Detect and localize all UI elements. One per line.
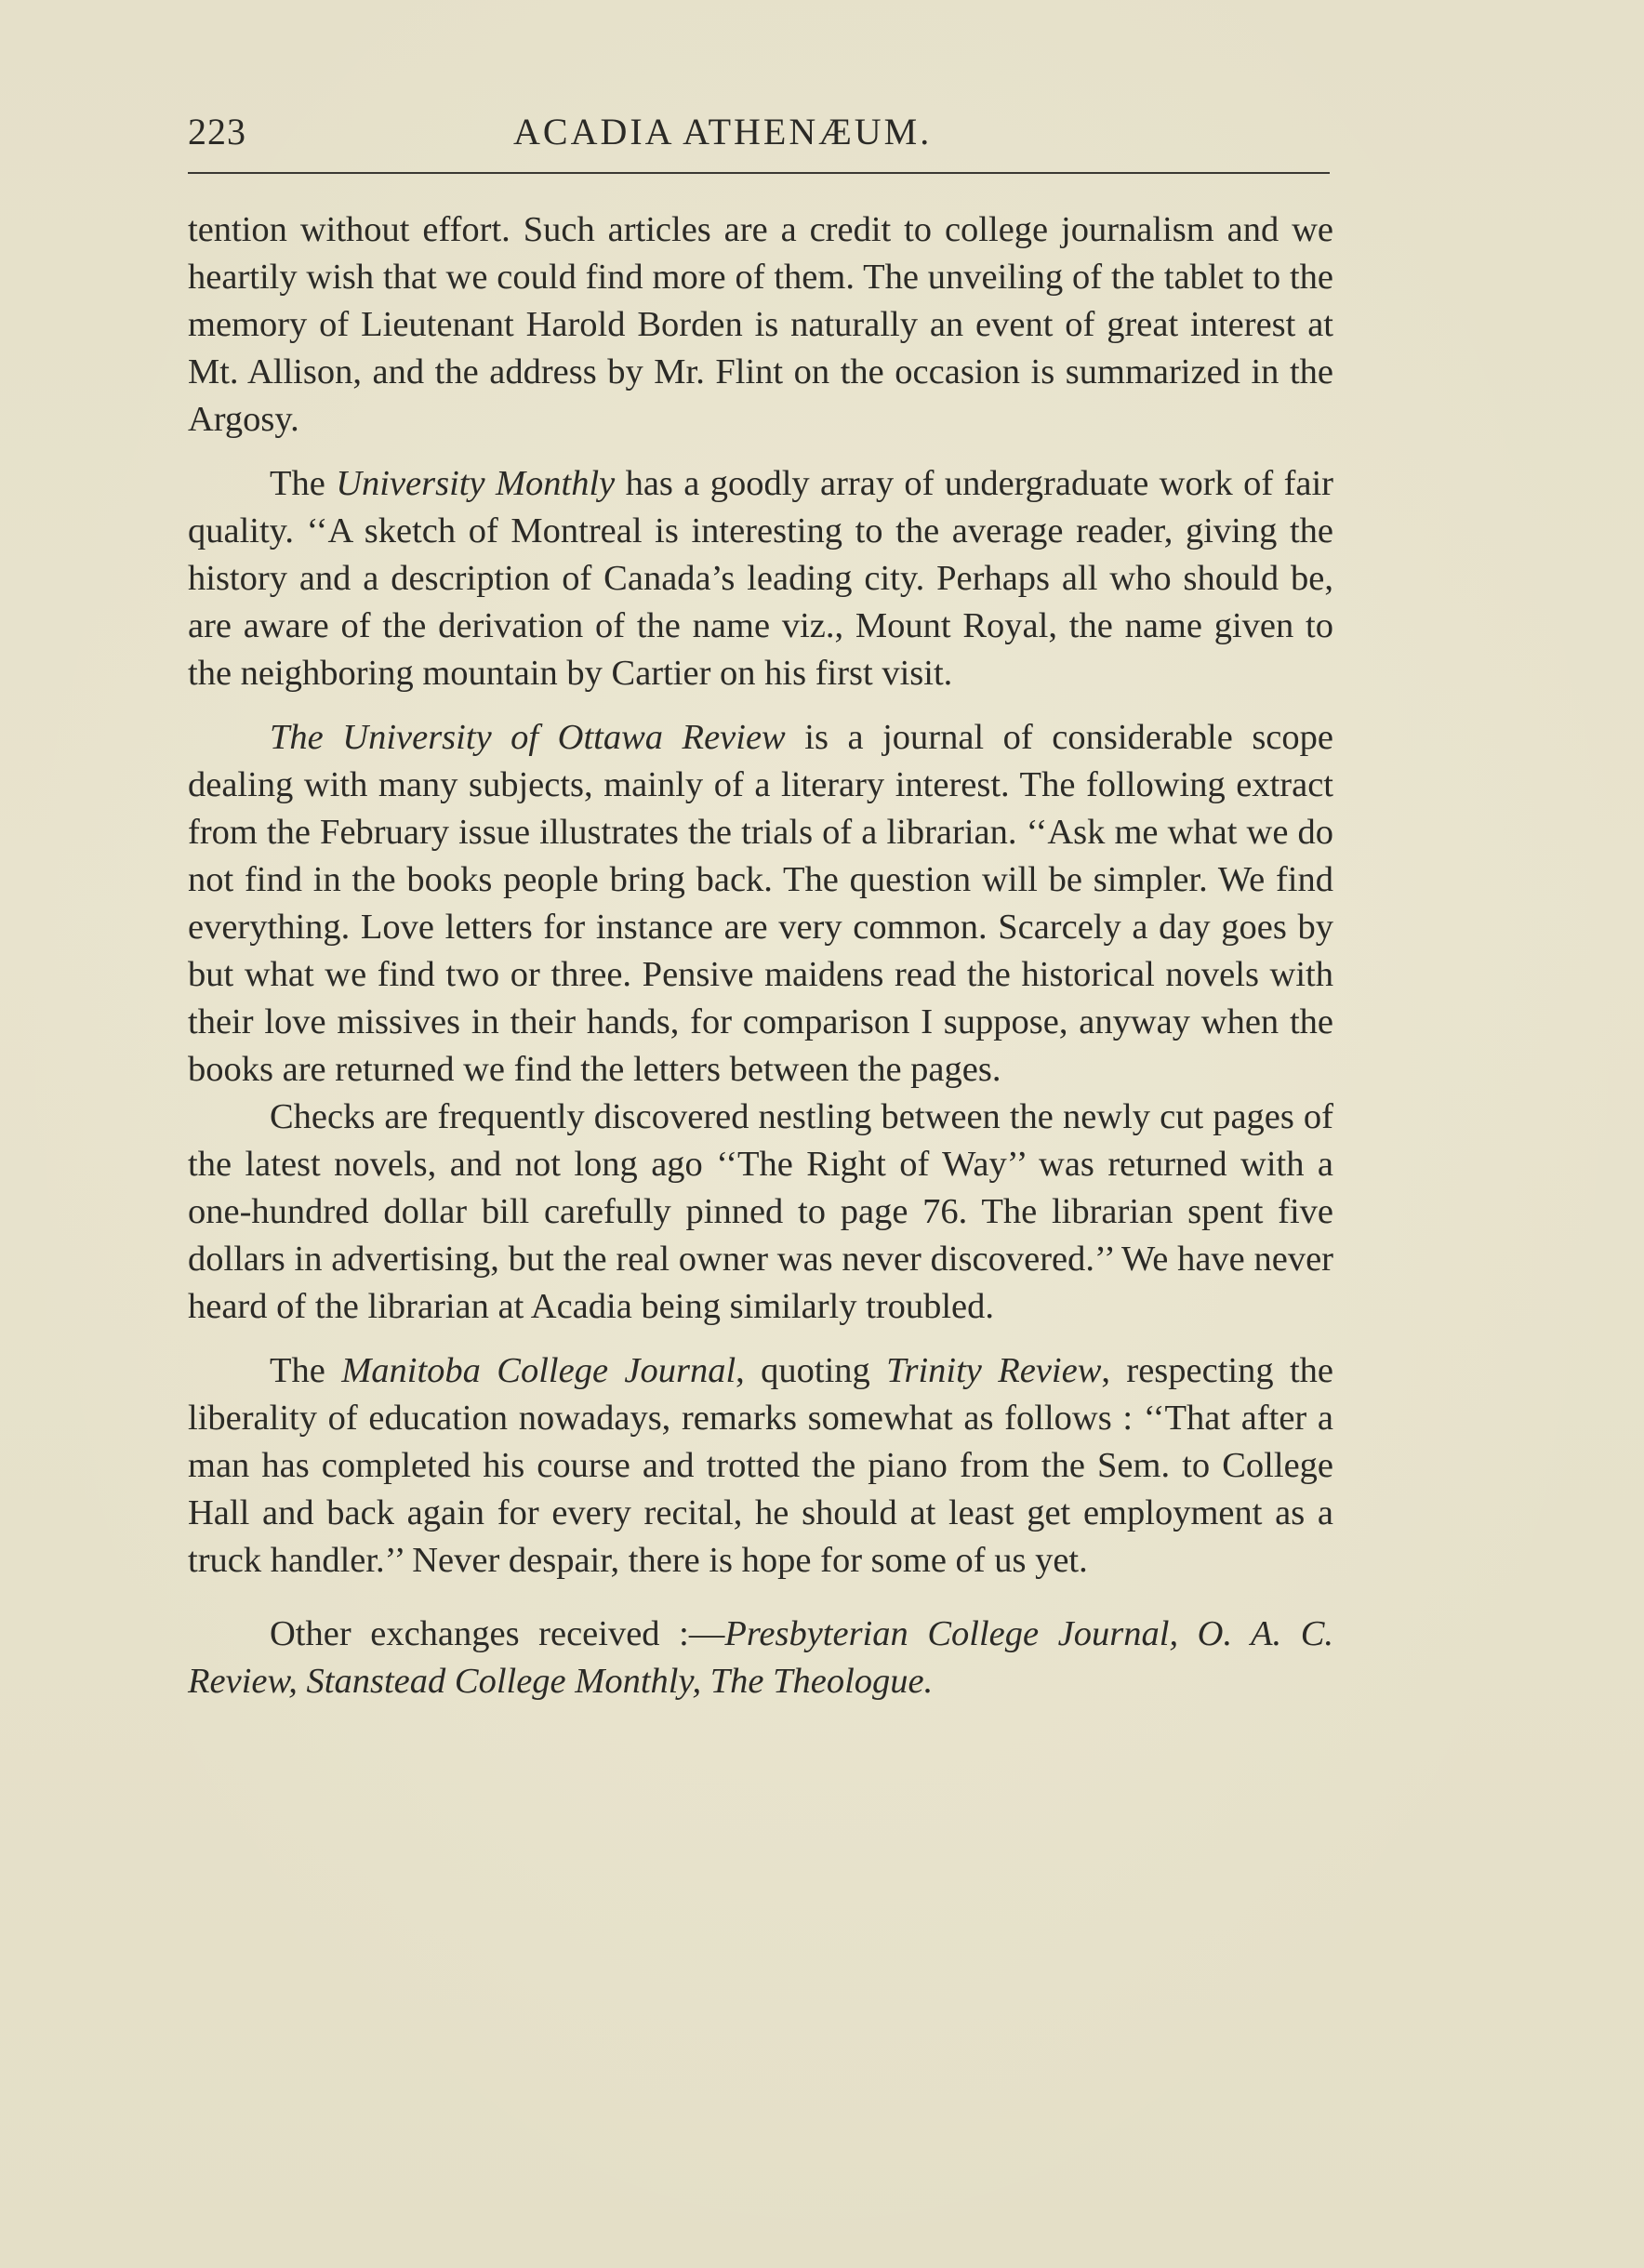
paragraph-text: has a goodly array of undergraduate work of fair quality. ‘‘A sketch of Montreal is interesting to the average reader, giving the history and a description of Canada’s leading city. Perhaps all who should be, are aware of the derivation of the name viz., Mount Royal, the name given to the neighboring mountain by Cartier on his first visit. bbox=[188, 464, 1333, 693]
header-rule bbox=[188, 172, 1330, 174]
journal-title: University Monthly bbox=[336, 464, 616, 503]
page-number: 223 bbox=[188, 111, 246, 153]
paragraph-argosy bbox=[188, 206, 1333, 444]
paragraph-other-exchanges bbox=[188, 1611, 1333, 1705]
paragraph-ottawa-review bbox=[188, 714, 1333, 1094]
page-header bbox=[188, 110, 1332, 166]
paragraph-text: is a journal of considerable scope dealing with many subjects, mainly of a literary interest. The following extract from the February issue illustrates the trials of a librarian. ‘‘Ask me what we do not find in the books people bring back. The question will be simpler. We find everything. Love letters for instance are very common. Scarcely a day goes by but what we find two or three. Pensive maidens read the historical novels with their love missives in their hands, for comparison I suppose, anyway when the books are returned we find the letters between the pages. bbox=[188, 718, 1333, 1089]
paragraph-lead: The bbox=[270, 464, 337, 503]
paragraph-lead: Other exchanges received :— bbox=[270, 1614, 725, 1653]
paragraph-manitoba-journal bbox=[188, 1347, 1333, 1585]
journal-title: Manitoba College Journal bbox=[341, 1351, 736, 1390]
paragraph-text: Checks are frequently discovered nestling between the newly cut pages of the latest novels, and not long ago ‘‘The Right of Way’’ was returned with a one-hundred dollar bill carefully pinned to page 76. The librarian spent five dollars in advertising, but the real owner was never discovered.’’ We have never heard of the librarian at Acadia being similarly troubled. bbox=[188, 1097, 1333, 1326]
exchange-titles: Presbyterian College Journal, O. A. C. Review, Stanstead College Monthly, The Theologue. bbox=[188, 1614, 1333, 1701]
running-title: ACADIA ATHENÆUM. bbox=[513, 111, 933, 153]
paragraph-connector: , quoting bbox=[736, 1351, 887, 1390]
body-text bbox=[188, 206, 1333, 1705]
paragraph-text: , respecting the liberality of education nowadays, remarks somewhat as follows : ‘‘That after a man has completed his course and trotted the piano from the Sem. to College Hall and back again for every recital, he should at least get employment as a truck handler.’’ Never despair, there is hope for some of us yet. bbox=[188, 1351, 1333, 1580]
paragraph-checks bbox=[188, 1094, 1333, 1331]
journal-title: The University of Ottawa Review bbox=[270, 718, 786, 757]
paragraph-university-monthly bbox=[188, 460, 1333, 697]
journal-title: Trinity Review bbox=[886, 1351, 1102, 1390]
paragraph-lead: The bbox=[270, 1351, 342, 1390]
paragraph-text: tention without effort. Such articles are a credit to college journalism and we heartily wish that we could find more of them. The unveiling of the tablet to the memory of Lieutenant Harold Borden is naturally an event of great interest at Mt. Allison, and the address by Mr. Flint on the occasion is summarized in the Argosy. bbox=[188, 210, 1333, 439]
